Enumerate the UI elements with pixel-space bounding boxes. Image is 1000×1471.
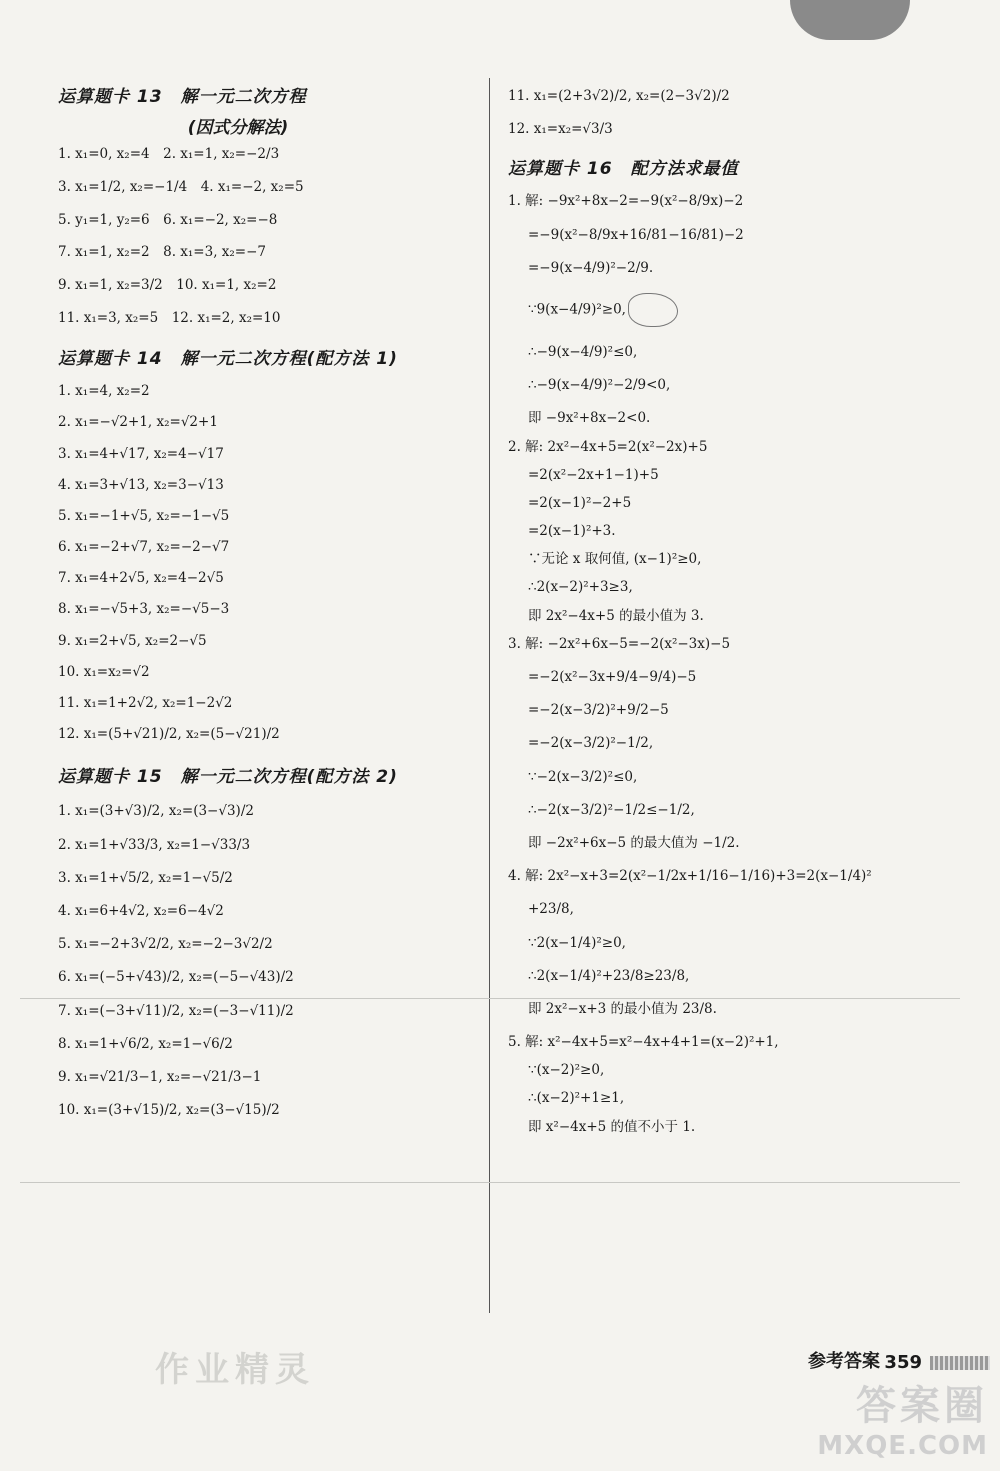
section-16-title: 运算题卡 16 配方法求最值 <box>508 159 739 180</box>
footer-label: 参考答案 <box>808 1351 880 1372</box>
section-14-title: 运算题卡 14 解一元二次方程(配方法 1) <box>58 349 398 370</box>
solution-line: =−9(x²−8/9x+16/81−16/81)−2 <box>528 226 744 243</box>
answer-line: 2. x₁=−√2+1, x₂=√2+1 <box>58 414 218 431</box>
solution-line: ∴2(x−1/4)²+23/8≥23/8, <box>528 967 690 984</box>
solution-line: ∴2(x−2)²+3≥3, <box>528 579 633 596</box>
section-13-subtitle: (因式分解法) <box>187 118 289 138</box>
answer-line: 2. x₁=1+√33/3, x₂=1−√33/3 <box>58 836 251 853</box>
solution-line <box>508 293 948 327</box>
column-divider <box>489 78 490 1313</box>
answer-line: 12. x₁=x₂=√3/3 <box>508 121 613 138</box>
answer-line: 9. x₁=√21/3−1, x₂=−√21/3−1 <box>58 1068 262 1085</box>
answer-line: 8. x₁=1+√6/2, x₂=1−√6/2 <box>58 1035 233 1052</box>
answer-line: 7. x₁=(−3+√11)/2, x₂=(−3−√11)/2 <box>58 1002 294 1019</box>
answer-line: 3. x₁=4+√17, x₂=4−√17 <box>58 445 224 462</box>
answer-line: 8. x₁=−√5+3, x₂=−√5−3 <box>58 601 230 618</box>
watermark-site <box>817 1374 988 1461</box>
solution-line: =−2(x−3/2)²+9/2−5 <box>528 702 669 719</box>
solution-line: +23/8, <box>528 901 574 918</box>
section-13-title: 运算题卡 13 解一元二次方程 <box>58 87 307 107</box>
right-column <box>508 70 948 1147</box>
page-number: 359 <box>884 1352 922 1373</box>
watermark-site-url: MXQE.COM <box>817 1431 988 1461</box>
answer-line: 9. x₁=1, x₂=3/2 10. x₁=1, x₂=2 <box>58 276 277 293</box>
answer-line: 7. x₁=4+2√5, x₂=4−2√5 <box>58 570 224 587</box>
solution-line: =2(x−1)²+3. <box>528 523 616 540</box>
answer-line: 10. x₁=(3+√15)/2, x₂=(3−√15)/2 <box>58 1102 280 1119</box>
solution-line: 即 −2x²+6x−5 的最大值为 −1/2. <box>528 834 740 851</box>
solution-line: ∴−2(x−3/2)²−1/2≤−1/2, <box>528 801 695 818</box>
answer-line: 9. x₁=2+√5, x₂=2−√5 <box>58 632 207 649</box>
answer-line: 5. x₁=−2+3√2/2, x₂=−2−3√2/2 <box>58 936 273 953</box>
solution-line: 即 2x²−x+3 的最小值为 23/8. <box>528 1000 717 1017</box>
solution-line: 5. 解: x²−4x+5=x²−4x+4+1=(x−2)²+1, <box>508 1034 779 1051</box>
solution-line: 2. 解: 2x²−4x+5=2(x²−2x)+5 <box>508 438 708 455</box>
answer-line: 4. x₁=3+√13, x₂=3−√13 <box>58 476 224 493</box>
answer-line: 6. x₁=(−5+√43)/2, x₂=(−5−√43)/2 <box>58 969 294 986</box>
answer-line: 1. x₁=4, x₂=2 <box>58 383 150 400</box>
watermark-faint: 作业精灵 <box>155 1350 315 1390</box>
solution-line: =−2(x−3/2)²−1/2, <box>528 735 654 752</box>
solution-line: ∵(x−2)²≥0, <box>528 1062 605 1079</box>
solution-line: ∴−9(x−4/9)²≤0, <box>528 343 638 360</box>
solution-line: =−9(x−4/9)²−2/9. <box>528 259 654 276</box>
answer-line: 5. x₁=−1+√5, x₂=−1−√5 <box>58 507 230 524</box>
page-corner-tab <box>790 0 910 40</box>
solution-line: =2(x−1)²−2+5 <box>528 494 632 511</box>
ink-blot-icon <box>628 293 678 327</box>
answer-line: 6. x₁=−2+√7, x₂=−2−√7 <box>58 539 230 556</box>
answer-line: 1. x₁=0, x₂=4 2. x₁=1, x₂=−2/3 <box>58 146 280 162</box>
solution-line: =−2(x²−3x+9/4−9/4)−5 <box>528 669 697 685</box>
answer-line: 11. x₁=1+2√2, x₂=1−2√2 <box>58 695 233 711</box>
answer-line: 3. x₁=1+√5/2, x₂=1−√5/2 <box>58 869 233 886</box>
solution-line: 1. 解: −9x²+8x−2=−9(x²−8/9x)−2 <box>508 193 744 210</box>
solution-line: ∵无论 x 取何值, (x−1)²≥0, <box>528 551 702 568</box>
solution-line: =2(x²−2x+1−1)+5 <box>528 466 659 483</box>
section-15-title: 运算题卡 15 解一元二次方程(配方法 2) <box>58 767 398 788</box>
answer-line: 5. y₁=1, y₂=6 6. x₁=−2, x₂=−8 <box>58 212 278 229</box>
answer-line: 3. x₁=1/2, x₂=−1/4 4. x₁=−2, x₂=5 <box>58 179 304 196</box>
solution-line: ∴−9(x−4/9)²−2/9<0, <box>528 377 671 394</box>
solution-text: ∵9(x−4/9)²≥0, <box>528 301 626 318</box>
solution-line: ∴(x−2)²+1≥1, <box>528 1090 625 1107</box>
answer-line: 7. x₁=1, x₂=2 8. x₁=3, x₂=−7 <box>58 243 267 260</box>
watermark-site-name: 答案圈 <box>856 1383 988 1429</box>
answer-line: 12. x₁=(5+√21)/2, x₂=(5−√21)/2 <box>58 726 280 743</box>
solution-line: ∵−2(x−3/2)²≤0, <box>528 768 638 785</box>
left-column <box>58 70 478 1135</box>
solution-line: 即 −9x²+8x−2<0. <box>528 410 651 427</box>
solution-line: ∵2(x−1/4)²≥0, <box>528 934 626 951</box>
solution-line: 4. 解: 2x²−x+3=2(x²−1/2x+1/16−1/16)+3=2(x−1/4)² <box>508 868 872 885</box>
answer-line: 4. x₁=6+4√2, x₂=6−4√2 <box>58 902 224 919</box>
solution-line: 即 2x²−4x+5 的最小值为 3. <box>528 607 704 624</box>
solution-line: 即 x²−4x+5 的值不小于 1. <box>528 1118 696 1135</box>
solution-line: 3. 解: −2x²+6x−5=−2(x²−3x)−5 <box>508 635 731 652</box>
answer-line: 10. x₁=x₂=√2 <box>58 663 150 680</box>
footer-stripe <box>930 1356 990 1370</box>
answer-line: 11. x₁=3, x₂=5 12. x₁=2, x₂=10 <box>58 309 281 326</box>
faint-rule <box>20 1182 960 1183</box>
answer-line: 11. x₁=(2+3√2)/2, x₂=(2−3√2)/2 <box>508 88 730 104</box>
answer-line: 1. x₁=(3+√3)/2, x₂=(3−√3)/2 <box>58 803 254 820</box>
